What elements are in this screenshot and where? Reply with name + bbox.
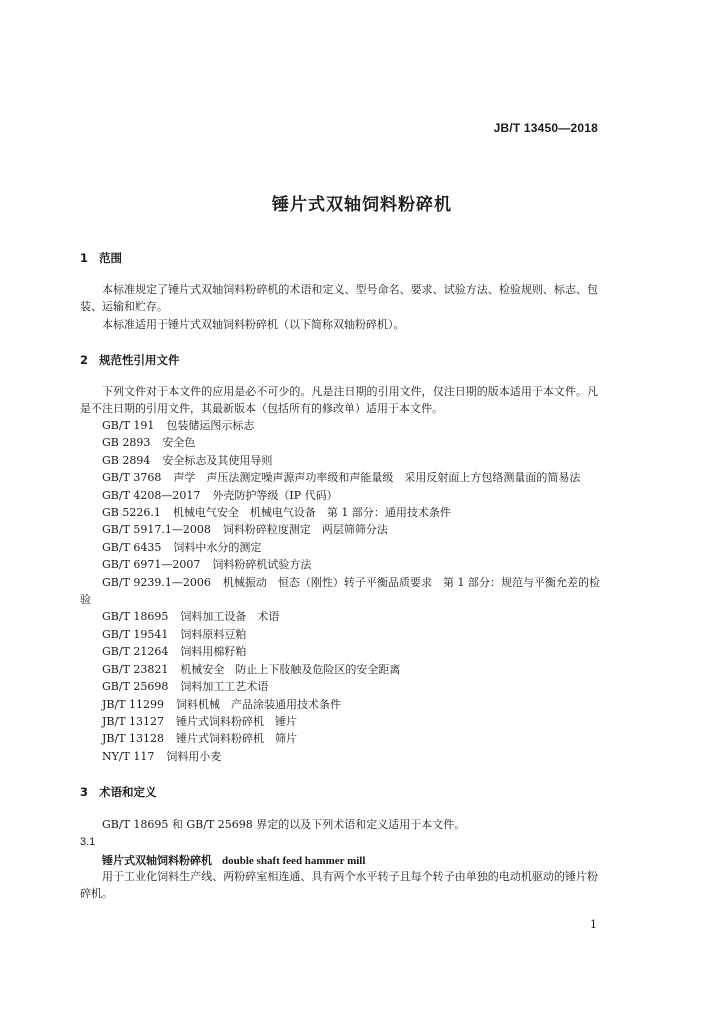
reference-code: JB/T 11299 (102, 697, 165, 711)
reference-title: 饲料用小麦 (166, 749, 222, 763)
reference-code: GB/T 4208—2017 (102, 488, 201, 502)
section-title: 规范性引用文件 (99, 353, 180, 367)
reference-item (80, 748, 600, 765)
reference-item (80, 434, 600, 451)
paragraph: 本标准规定了锤片式双轴饲料粉碎机的术语和定义、型号命名、要求、试验方法、检验规则、标志、包装、运输和贮存。 (80, 283, 598, 314)
reference-code: GB/T 5917.1—2008 (102, 523, 211, 537)
reference-code: GB/T 9239.1—2006 (102, 575, 211, 589)
reference-code: GB/T 25698 (102, 680, 169, 694)
reference-title: 饲料用棉籽粕 (180, 645, 247, 659)
reference-title: 饲料原料豆粕 (180, 627, 247, 641)
paragraph: 本标准适用于锤片式双轴饲料粉碎机（以下简称双轴粉碎机）。 (102, 318, 405, 331)
reference-code: GB/T 21264 (102, 645, 169, 659)
section-heading-3 (80, 784, 157, 800)
reference-item (80, 713, 600, 730)
reference-item (80, 696, 600, 713)
reference-item (80, 608, 600, 625)
term-english: double shaft feed hammer mill (222, 855, 366, 867)
section-heading-2 (80, 352, 180, 368)
reference-item (80, 469, 600, 486)
reference-code: GB 5226.1 (102, 506, 161, 520)
paragraph: GB/T 18695 和 GB/T 25698 界定的以及下列术语和定义适用于本文件。 (102, 818, 466, 831)
reference-title: 锤片式饲料粉碎机 筛片 (176, 732, 298, 746)
paragraph: 下列文件对于本文件的应用是必不可少的。凡是注日期的引用文件，仅注日期的版本适用于本文件。凡是不注日期的引用文件，其最新版本（包括所有的修改单）适用于本文件。 (80, 385, 598, 416)
reference-code: GB/T 19541 (102, 627, 169, 641)
reference-code: JB/T 13127 (102, 714, 165, 728)
reference-title: 安全标志及其使用导则 (162, 453, 273, 467)
reference-code: GB/T 3768 (102, 471, 162, 485)
section-title: 术语和定义 (99, 785, 157, 799)
reference-code: GB/T 6435 (102, 540, 162, 554)
reference-title: 锤片式饲料粉碎机 锤片 (176, 714, 298, 728)
reference-title: 外壳防护等级（IP 代码） (212, 488, 338, 502)
reference-code: GB/T 18695 (102, 610, 169, 624)
reference-title: 机械电气安全 机械电气设备 第 1 部分：通用技术条件 (172, 506, 451, 520)
reference-title: 饲料加工设备 术语 (180, 610, 280, 624)
reference-title: 包装储运图示标志 (166, 419, 255, 432)
reference-item (80, 504, 600, 521)
reference-item (80, 574, 600, 609)
reference-code: JB/T 13128 (102, 732, 165, 746)
reference-code: GB/T 23821 (102, 662, 169, 676)
section-heading-1 (80, 250, 122, 266)
reference-item (80, 661, 600, 678)
section-number: 3 (80, 785, 89, 799)
section-title: 范围 (99, 251, 122, 265)
reference-code: GB 2893 (102, 436, 151, 450)
reference-title: 安全色 (162, 436, 196, 450)
standard-code: JB/T 13450—2018 (493, 121, 598, 135)
reference-code: NY/T 117 (102, 749, 155, 763)
reference-list (80, 417, 600, 765)
reference-item (80, 521, 600, 538)
term-chinese: 锤片式双轴饲料粉碎机 (102, 854, 212, 867)
reference-item (80, 487, 600, 504)
term-definition: 用于工业化饲料生产线、两粉碎室相连通、具有两个水平转子且每个转子由单独的电动机驱动的锤片粉碎机。 (80, 870, 598, 901)
term-number: 3.1 (80, 836, 96, 848)
reference-item (80, 539, 600, 556)
reference-title: 饲料加工工艺术语 (180, 680, 269, 694)
reference-code: GB 2894 (102, 453, 151, 467)
reference-title: 饲料粉碎粒度测定 两层筛筛分法 (222, 523, 388, 537)
reference-code: GB/T 6971—2007 (102, 558, 201, 572)
reference-item (80, 730, 600, 747)
reference-title: 饲料中水分的测定 (173, 540, 262, 554)
reference-title: 声学 声压法测定噪声源声功率级和声能量级 采用反射面上方包络测量面的简易法 (173, 471, 581, 485)
reference-title: 机械振动 恒态（刚性）转子平衡品质要求 第 1 部分：规范与平衡允差的检验 (80, 575, 600, 607)
reference-title: 机械安全 防止上下肢触及危险区的安全距离 (180, 662, 401, 676)
section-number: 2 (80, 353, 89, 367)
term-heading (102, 852, 365, 868)
reference-item (80, 452, 600, 469)
reference-item (80, 678, 600, 695)
page-number: 1 (590, 918, 597, 931)
reference-item (80, 643, 600, 660)
document-title: 锤片式双轴饲料粉碎机 (272, 195, 452, 215)
reference-item (80, 417, 600, 434)
reference-title: 饲料粉碎机试验方法 (212, 558, 312, 572)
reference-item (80, 556, 600, 573)
reference-code: GB/T 191 (102, 419, 155, 432)
reference-title: 饲料机械 产品涂装通用技术条件 (176, 697, 342, 711)
reference-item (80, 626, 600, 643)
section-number: 1 (80, 251, 89, 265)
